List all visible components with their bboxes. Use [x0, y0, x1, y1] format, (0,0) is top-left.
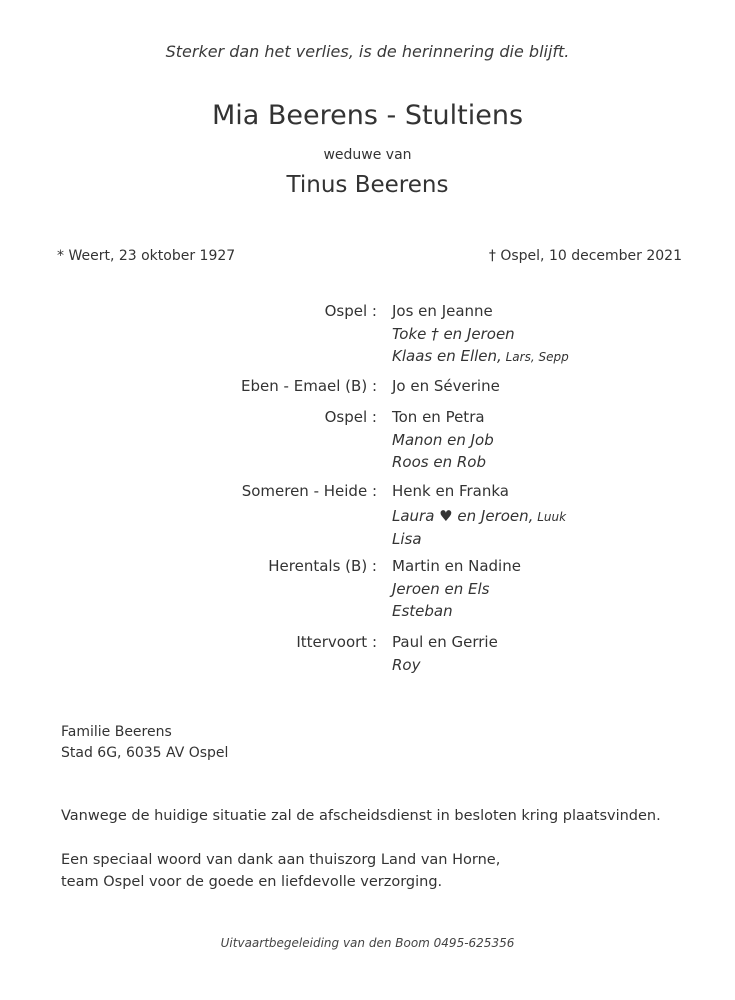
family-line — [392, 375, 500, 398]
family-members — [392, 406, 494, 474]
motto-quote: Sterker dan het verlies, is de herinnering die blijft. — [165, 42, 570, 61]
family-members — [392, 480, 566, 551]
family-line — [392, 600, 521, 623]
family-place: Ospel : — [324, 302, 377, 320]
funeral-director: Uitvaartbegeleiding van den Boom 0495-625356 — [220, 936, 515, 950]
family-line — [392, 429, 494, 452]
family-line-text: Lisa — [392, 530, 422, 548]
address-line: Familie Beerens — [61, 724, 172, 740]
family-place: Someren - Heide : — [241, 482, 377, 500]
family-place: Ospel : — [324, 408, 377, 426]
family-line — [392, 300, 569, 323]
family-line-text: Ton en Petra — [392, 408, 485, 426]
family-line-text: Paul en Gerrie — [392, 633, 498, 651]
family-line — [392, 345, 569, 369]
family-line — [392, 578, 521, 601]
family-line-text: Jos en Jeanne — [392, 302, 493, 320]
relation-text: weduwe van — [323, 147, 412, 163]
service-note: Vanwege de huidige situatie zal de afscheidsdienst in besloten kring plaatsvinden. — [61, 808, 661, 824]
family-line-text: Roy — [392, 655, 421, 674]
family-line-text: Martin en Nadine — [392, 557, 521, 575]
family-address — [61, 722, 228, 764]
family-place: Eben - Emael (B) : — [241, 377, 377, 395]
family-place: Herentals (B) : — [268, 557, 377, 575]
thanks-line: Een speciaal woord van dank aan thuiszorg Land van Horne, — [61, 852, 501, 868]
family-line-text: Jo en Séverine — [392, 377, 500, 395]
family-line — [392, 480, 566, 503]
family-line-text: Henk en Franka — [392, 482, 509, 500]
family-line-children: Lars, Sepp — [501, 350, 569, 364]
family-line — [392, 505, 566, 529]
thanks-note — [61, 849, 500, 893]
thanks-line: team Ospel voor de goede en liefdevolle verzorging. — [61, 874, 443, 890]
family-line-text: Klaas en Ellen, — [392, 347, 502, 365]
family-line — [392, 323, 569, 346]
family-line-text: Jeroen en Els — [392, 579, 490, 598]
family-members — [392, 631, 498, 676]
family-line-text: Roos en Rob — [392, 453, 486, 471]
family-line-text: Esteban — [392, 602, 453, 620]
address-line: Stad 6G, 6035 AV Ospel — [61, 745, 229, 761]
family-line-children: Luuk — [533, 509, 567, 524]
family-line — [392, 631, 498, 654]
family-members — [392, 300, 569, 369]
family-line — [392, 451, 494, 474]
family-line — [392, 406, 494, 429]
family-line — [392, 528, 566, 551]
family-members — [392, 555, 521, 623]
family-place: Ittervoort : — [296, 633, 377, 651]
spouse-name: Tinus Beerens — [286, 172, 449, 198]
deceased-name: Mia Beerens - Stultiens — [211, 100, 524, 131]
family-line-text: Toke † en Jeroen — [392, 324, 515, 343]
family-line — [392, 555, 521, 578]
family-line-text: Laura ♥ en Jeroen, — [392, 506, 534, 525]
birth-date: * Weert, 23 oktober 1927 — [57, 248, 236, 264]
family-line — [392, 654, 498, 677]
family-line-text: Manon en Job — [392, 430, 494, 449]
death-date: † Ospel, 10 december 2021 — [488, 248, 682, 264]
family-members — [392, 375, 500, 398]
